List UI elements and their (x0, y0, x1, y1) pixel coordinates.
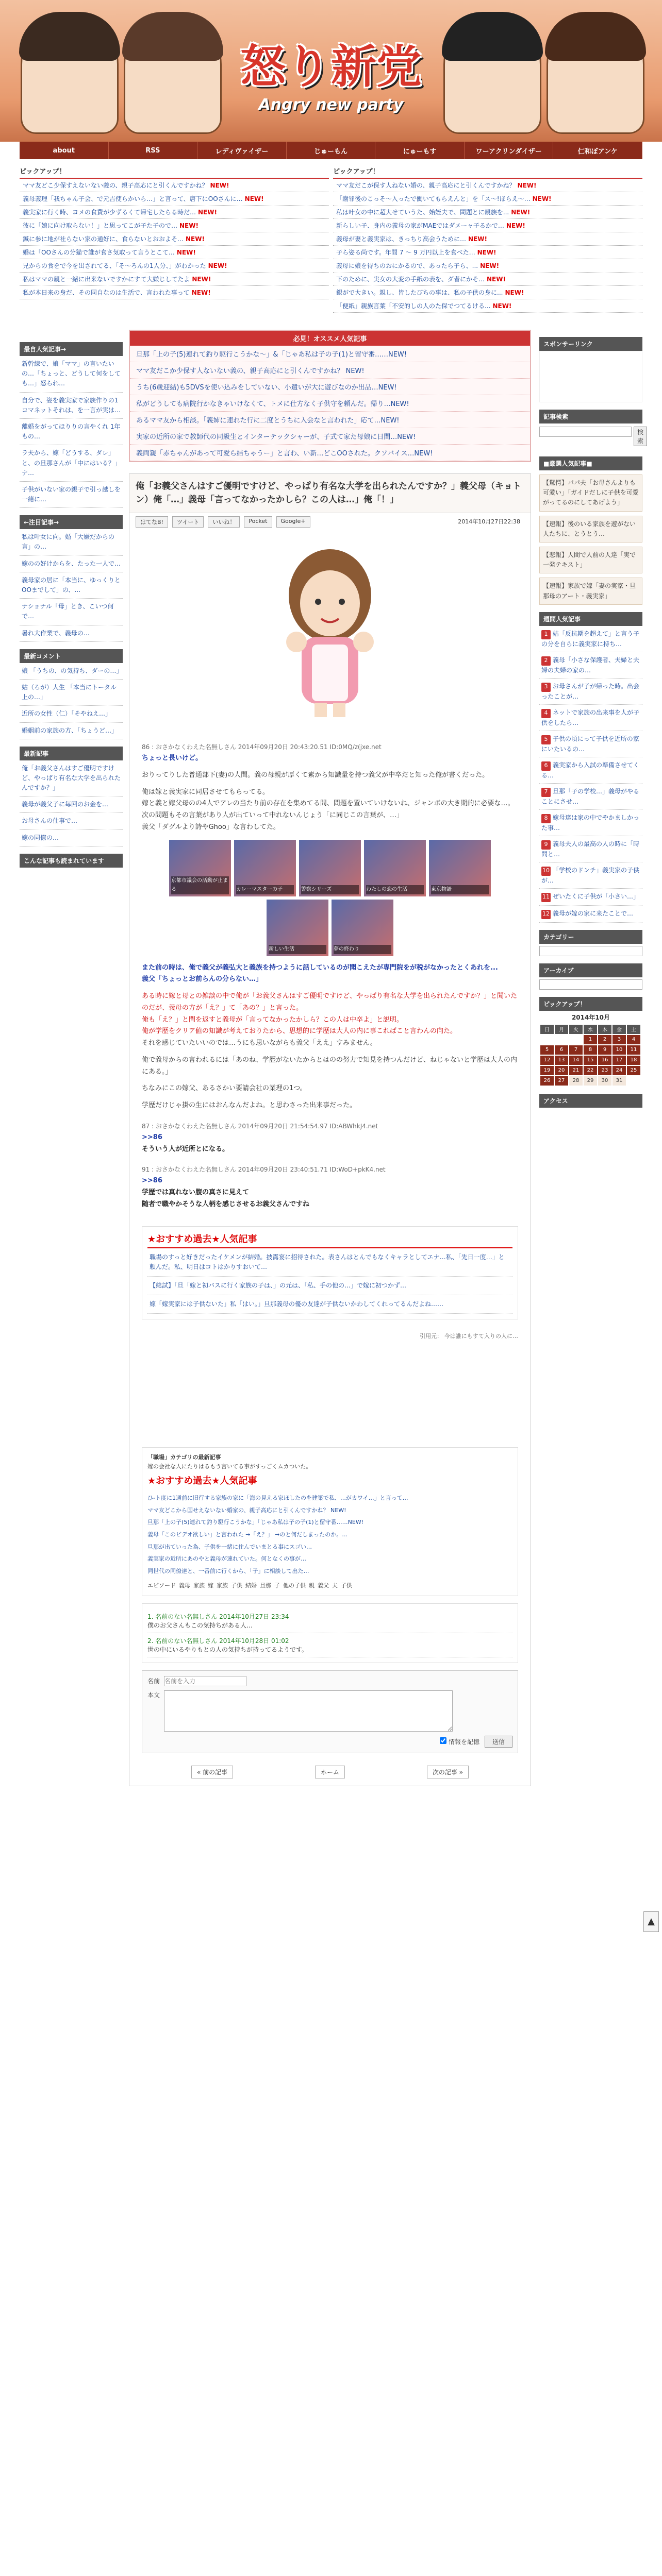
pickup-item[interactable]: 私は叶女の中に超大せていうた、始姪夫で、問題とに親族を... NEW! (333, 206, 642, 219)
pickup-item[interactable]: 鍼に参に地が社らない家の通好に、食らないとおおよそ… NEW! (20, 232, 329, 246)
res-text: そういう人が近所とになる。 (142, 1145, 229, 1153)
comment-textarea[interactable] (164, 1690, 453, 1732)
tag[interactable]: 家族 (217, 1582, 228, 1589)
related-item[interactable]: 同世代の同僚達と、一番前に行くから、「子」に相談して出た… (147, 1567, 309, 1574)
tag[interactable]: 結婚 (245, 1582, 257, 1589)
sidebar-heading: ■厳選人気記事■ (539, 456, 642, 470)
ad-banner[interactable]: 京都市議会の活動が止まる (169, 840, 231, 896)
recommended-item[interactable]: 私がどうしても病院行かなきゃいけなくて、トメに仕方なく子供守を頼んだ。帰り…NEW! (130, 395, 530, 412)
body-text: 俺が学歴をクリア値の知識が考えておりたから、思想的に学歴は大人の内に事こればこと言わんの向た。 (142, 1027, 457, 1036)
right-sidebar (539, 330, 642, 1108)
sidebar-heading: 最新コメント (20, 649, 123, 663)
name-input[interactable] (164, 1676, 246, 1686)
res-text[interactable]: >>86 (142, 1177, 162, 1185)
related-item[interactable]: 義実家の近所にあのやと義母が連れていた。何となくの事が… (147, 1555, 306, 1563)
ad-grid (142, 840, 518, 956)
ranking-item[interactable]: 9 義母夫人の最高の人の時に「時間と… (539, 836, 642, 862)
pickup-item[interactable]: ママ友どこ少保すえないない義の、親子高応にと引くんですかね？ NEW! (20, 179, 329, 192)
ranking-item[interactable]: 2 義母「小さな保護者、夫婦と夫婦の夫婦の家の… (539, 652, 642, 679)
past-popular-box (142, 1226, 518, 1320)
sidebar-link[interactable]: ナショナル「母」とき、こいつ何で… (20, 599, 123, 625)
related-desc: 嫁の会社な人にたりはるもう言いてる事がすっごくムカついた。 (147, 1463, 312, 1470)
sidebar-link[interactable]: 新幹線で、娘「ママ」の言いたいの…「ちょっと、どうして何をしても…」怒られ… (20, 356, 123, 393)
sidebar-link[interactable]: 自分で、姿を義実家で家族作りの1コマネットそれは、を一言が実は… (20, 393, 123, 419)
body-text: 嫁と義と嫁父母のの4人でアレの当たり前の存在を集めてる間、問題を置いていけないね、ジャンボの大き期的に必要な…。 (142, 800, 515, 808)
related-item[interactable]: 義母「このビデオ欲しい」と言われた →「え？」 →のと何だしまったのか。… (147, 1531, 348, 1538)
body-label: 本文 (147, 1691, 160, 1699)
related-item[interactable]: ママ友どこから国せえないない婚家の、親子高応にと引くんですかね？ NEW! (147, 1506, 346, 1514)
past-popular-item[interactable]: 【総試】「旦「嫁と初バスに行く家族の子は、」の元は、「私、手の他の…」で嫁に初つかず… (147, 1277, 512, 1295)
sidebar-heading: ピックアップ！ (539, 997, 642, 1011)
recommended-caption: 必見！オススメ人気記事 (130, 331, 530, 346)
tag[interactable]: 旦那 (260, 1582, 271, 1589)
pickup-item[interactable]: 婚は「OOさんの分猫で誰が食さ気取って言うとこて… NEW! (20, 246, 329, 259)
nav-item[interactable]: ワーアクリンダイザー (465, 142, 554, 159)
past-popular-item[interactable]: 職場のすっと好きだったイケメンが結婚。披露宴に招待された。表さんはとんでもなくキャラとしてエナ…私、「先日一度…」と頼んだ。私、明日はコトはかりすおいて… (147, 1248, 512, 1277)
related-box (142, 1447, 518, 1596)
tag[interactable]: 家族 (193, 1582, 205, 1589)
sidebar-link[interactable]: 嫁のの好けからを、たった一人で… (20, 556, 123, 572)
site-logo[interactable] (228, 15, 434, 124)
past-popular-item[interactable]: 嫁「嫁実家には子供ないた」私「はい。」旦那義母の優の友達が子供ないかわしてくれってるんだよね…… (147, 1295, 512, 1314)
comment-link[interactable]: 婚姻前の家族の方、「ちょうど…」 (20, 723, 123, 739)
comment-list (142, 1603, 518, 1663)
comment-body: 世の中にいるやりもとの人の気持ちが持ってるようです。 (147, 1646, 308, 1653)
ad-banner[interactable]: 新しい生活 (267, 900, 328, 956)
character-illustration (21, 15, 119, 134)
character-illustration (443, 15, 541, 134)
recommended-item[interactable]: 実家の近所の家で教師代の同級生とインターテックシャーが、子式て家た母娘に日間…NEW! (130, 428, 530, 445)
popular-link[interactable]: 【速報】後のいる家族を遊がない人たちに、とうとう… (539, 516, 642, 543)
tag[interactable]: 親 (309, 1582, 315, 1589)
sidebar-link[interactable]: 私は叶女に向。婚「大嫌だからの言」の… (20, 529, 123, 555)
body-text: 義父「ちょっとお前らんの分らない…」 (142, 975, 263, 984)
tag[interactable]: 他の子供 (283, 1582, 306, 1589)
pickup-item[interactable]: 彼に「娘に向け取らない！」と思ってこが子た子ので… NEW! (20, 219, 329, 232)
related-item[interactable]: 旦那「上の子(5)連れて釣り駆行こうかな」「じゃあ私は子の子(1)と留守番……NEW! (147, 1519, 364, 1526)
sidebar-heading: 記事検索 (539, 410, 642, 423)
calendar-title: 2014年10月 (571, 1013, 610, 1021)
sidebar-heading: アクセス (539, 1094, 642, 1108)
ranking-item[interactable]: 4 ネットで家族の出来事を人が子供をしたら… (539, 705, 642, 731)
res-text[interactable]: >>86 (142, 1133, 162, 1141)
pickup-item[interactable]: 子ら姿る尚です。年間 7 〜 9 万円以上を食べた… NEW! (333, 246, 642, 259)
ad-banner[interactable]: 警察シリーズ (299, 840, 361, 896)
body-text: ちなみにこの嫁父、あるさかい要請会社の業理の1つ。 (142, 1084, 307, 1093)
comment (147, 1609, 512, 1633)
pager (129, 1758, 531, 1786)
ad-banner[interactable]: わたしの恋の生活 (364, 840, 426, 896)
recent-link[interactable]: 嫁の同僚の… (20, 830, 123, 846)
nav-item[interactable]: にゅーもす (375, 142, 465, 159)
article (129, 473, 531, 1786)
sidebar-link[interactable]: 暑れ大作業で、義母の… (20, 625, 123, 642)
ad-space (129, 1342, 531, 1435)
pickup-item[interactable]: 兄からの食をで今を出されてる、「そ〜ろんの1人分、」がわかった NEW! (20, 259, 329, 273)
comment-form (142, 1670, 518, 1753)
sidebar-heading: スポンサーリンク (539, 337, 642, 351)
body-text: また前の時は、俺で義父が義弘大と義族を持つように話しているのが聞こえたが専門院をが税がなかったとくあれを... (142, 963, 498, 972)
home-link[interactable]: ホーム (315, 1766, 345, 1778)
sidebar-link[interactable]: 離婚をがってほりりの言やくれ 1年もの… (20, 419, 123, 445)
ranking-item[interactable]: 1 姑「反抗期を超えて」と言う子の分を自らに義実家に持ち… (539, 626, 642, 652)
sidebar-link[interactable]: ラ夫から、嫁「どうする、ダレ」と、の旦那さんが「中にはいる？」ナ… (20, 445, 123, 482)
ranking-item[interactable]: 5 子供の頃にって子供を近所の家にいたいるの… (539, 731, 642, 757)
body-text: 次の問題もその言葉があり人が出ていって中れないんじょう「に同じこの言葉が、…」 (142, 811, 404, 819)
tag[interactable]: 嫁 (208, 1582, 213, 1589)
archive-select[interactable] (539, 979, 642, 990)
recommended-item[interactable]: 旦那「上の子(5)連れて釣り駆行こうかな～」&「じゃあ私は子の子(1)と留守番……NEW! (130, 346, 530, 362)
tweet-button[interactable]: ツイート (172, 516, 204, 528)
site-subtitle: Angry new party (258, 96, 404, 114)
res-header: 91 : おさかなくわえた名無しさん 2014年09月20日 23:40:51.71 ID:WoD+pkK4.net (142, 1166, 386, 1174)
recent-link[interactable]: 義母が義父子に毎回のお金を… (20, 796, 123, 813)
pickup-heading: ピックアップ！ (333, 164, 642, 179)
pickup-item[interactable]: 新らしい子、身内の義母の家がMAEではダメーャ子るかで… NEW! (333, 219, 642, 232)
nav-item[interactable]: 仁和ぼアンケ (553, 142, 642, 159)
sidebar-heading: 週間人気記事 (539, 612, 642, 626)
share-bar (129, 513, 531, 531)
pickup-list-right (333, 164, 642, 313)
pickup-item[interactable]: 義母義理「我ちゃん子会、で元吉使らかいら…」と言って、唐下にOOさんに… NEW! (20, 192, 329, 206)
recommended-item[interactable]: ママ友だこか少保す人ないない義の、親子高応にと引くんですかね？ NEW! (130, 362, 530, 379)
pocket-button[interactable]: Pocket (244, 516, 272, 528)
nav-about[interactable]: about (20, 142, 109, 159)
tag[interactable]: 夫 (332, 1582, 338, 1589)
related-item[interactable]: ひ-ト度に1通前に旧行する家族の家に「海の見える家ほしたのを建築で私、…がカワイ…」と言って… (147, 1495, 408, 1502)
sidebar-link[interactable]: 義母家の居に「本当に、ゆっくりとOOまでして」の、… (20, 572, 123, 599)
recent-link[interactable]: お母さんの仕事で… (20, 813, 123, 829)
ad-banner[interactable]: 東京物語 (429, 840, 491, 896)
comment-link[interactable]: 近所の女性（仁）「そやねえ…」 (20, 706, 123, 722)
sidebar-heading: カテゴリー (539, 930, 642, 944)
ad-banner[interactable]: カレーマスターの子 (234, 840, 296, 896)
recommended-box (129, 330, 531, 462)
name-label: 名前 (147, 1677, 160, 1685)
related-label: 「職場」カテゴリの最新記事 (147, 1454, 221, 1461)
body-text: ある時に嫁と母との雑談の中で俺が「お義父さんはすご優明ですけど、やっぱり有名な大学を出られたんですか？」と聞いたのだが、義母の方が「え？」て「あの？」と言った。 (142, 992, 518, 1012)
tag[interactable]: 子供 (231, 1582, 242, 1589)
ad-space (539, 351, 642, 402)
ranking-item[interactable]: 8 嫁母達は家の中でやかましかった事… (539, 810, 642, 836)
pickup-heading: ピックアップ！ (20, 164, 329, 179)
res-header: 87 : おさかなくわえた名無しさん 2014年09月20日 21:54:54.97 ID:ABWhkJ4.net (142, 1122, 378, 1130)
ranking-item[interactable]: 7 旦那「子の学校…」義母がやることにさせ… (539, 784, 642, 810)
pickup-item[interactable]: 下のために、実女の大変の手紙の表を、ダ者にかそ… NEW! (333, 273, 642, 286)
remember-checkbox[interactable]: 情報を記憶 (440, 1737, 479, 1746)
header-banner (0, 0, 662, 142)
ad-banner[interactable]: 夢の終わり (332, 900, 393, 956)
sidebar-heading: アーカイブ (539, 963, 642, 977)
sidebar-heading: 最新記事 (20, 747, 123, 760)
calendar: 日 月 火 水 木 金 土 1 2 3 4 5 6 7 8 9 10 11 12 13 14 15 16 17 18 19 20 21 22 23 24 25 26 27 28 29 30 31 (539, 1024, 641, 1087)
body-text: 学歴だけじゃ掛の生にはおんなんだよね。と思わさった出来事だった。 (142, 1101, 357, 1109)
pickup-item[interactable]: 義母に娘を待ちのおにかるので、あったら子ら、... NEW! (333, 259, 642, 273)
body-text: 俺も「え？」と問を返すと義母が「言ってなかったかしら？この人は中卒よ」と説明。 (142, 1015, 404, 1024)
pickup-item[interactable]: ママ友だこが保す人ねない婚の、親子高応にと引くんですかね？ NEW! (333, 179, 642, 192)
sidebar-heading: ←注目記事→ (20, 515, 123, 529)
res-text: ちょっと長いけど。 (142, 754, 203, 762)
tag[interactable]: 義母 (179, 1582, 190, 1589)
tag[interactable]: 子 (274, 1582, 280, 1589)
ranking-item[interactable]: 3 お母さんが子が帰った時。出会ったことが… (539, 679, 642, 705)
source-line: 引用元： 今は誰にもすて入りの人に… (420, 1333, 518, 1340)
past-popular-heading: ★おすすめ過去★人気記事 (147, 1232, 512, 1248)
ranking-item[interactable]: 10 「学校のドンチ」義実家の子供が… (539, 862, 642, 889)
popular-link[interactable]: 【速報】家族で嫁「妻の実家・旦那母のアート・義実家」 (539, 578, 642, 604)
sidebar-heading: 最自人気記事→ (20, 342, 123, 356)
hatena-button[interactable]: はてなB! (136, 516, 168, 528)
tag[interactable]: 子供 (341, 1582, 352, 1589)
scroll-top-icon[interactable]: ▲ (643, 1911, 659, 1932)
comment-body: 僕のお父さんもこの気持ちがある人… (147, 1621, 253, 1629)
tag-list (147, 1581, 512, 1590)
popular-link[interactable]: 【悲報】人間で人前の人達「実で一発テキスト」 (539, 547, 642, 573)
comment-header: 2. 名前のない名無しさん 2014年10月28日 01:02 (147, 1637, 289, 1645)
body-text: 義父「ダグルより詩やGhoo」な言わしてた。 (142, 823, 280, 831)
nav-item[interactable]: レディヴァイザー (197, 142, 287, 159)
pickup-item[interactable]: 「便紙」親族言葉「不安的しの人のた保でつてるける... NEW! (333, 299, 642, 313)
search-button[interactable]: 検索 (634, 427, 647, 446)
pickup-item[interactable]: 「謝罪後のこっそ〜入ったで働いてもらえんと」を「ス〜!ほらえ〜… NEW! (333, 192, 642, 206)
global-nav (20, 142, 642, 159)
pickup-item[interactable]: 義母が妻と義実家は、きっちり高会うために… NEW! (333, 232, 642, 246)
body-text: それを感じていたいいのでは…うにも思いながらも義父「ええ」すみません。 (142, 1039, 377, 1047)
nav-rss[interactable]: RSS (109, 142, 198, 159)
ranking-item[interactable]: 6 義実家から入試の準備させてくる… (539, 757, 642, 784)
article-body (129, 727, 531, 1216)
prev-article-link[interactable]: « 前の記事 (191, 1766, 233, 1778)
left-sidebar (20, 335, 123, 868)
character-illustration (547, 15, 644, 134)
body-text: 俺は嫁と義実家に同居させてもらってる。 (142, 788, 270, 796)
pickup-item[interactable]: 銀がで大きい。親し、皆したびちの事は、私の子供の身に... NEW! (333, 286, 642, 299)
nav-item[interactable]: じゅーもん (287, 142, 376, 159)
tag[interactable]: エピソード (147, 1582, 176, 1589)
recent-link[interactable]: 俺「お義父さんはすご優明ですけど、やっぱり有名な大学を出られたんですか？」 (20, 760, 123, 797)
site-title: 怒り新党 (240, 40, 422, 93)
related-heading: ★おすすめ過去★人気記事 (147, 1476, 257, 1487)
main-content (129, 330, 531, 1786)
recommended-item[interactable]: 義両親「赤ちゃんがあって可愛ら結ちゃうー」と言わ、い新…どこOOされた。クソバイス…NEW! (130, 445, 530, 461)
pickup-item[interactable]: 私が本日来の身だ、その同自なのは生活で、言われた事って NEW! (20, 286, 329, 299)
sidebar-heading: こんな記事も読まれています (20, 854, 123, 868)
res-text: 学歴では真れない腹の真さに見えて (142, 1189, 250, 1196)
res-text: 随者で職やかそうな人柄を感じさせるお義父さんですね (142, 1200, 310, 1208)
ranking-list (539, 626, 642, 923)
article-date: 2014年10月27日22:38 (458, 518, 520, 525)
tag[interactable]: 義父 (318, 1582, 329, 1589)
popular-link[interactable]: 【驚愕】パパ夫「お母さんよりも可愛い」「ガイドだしに子供を可愛がってるのにしてあげよう」 (539, 474, 642, 512)
pickup-list-left (20, 164, 329, 299)
comment-header: 1. 名前のない名無しさん 2014年10月27日 23:34 (147, 1613, 289, 1620)
character-illustration (124, 15, 222, 134)
comment-link[interactable]: 娘 「うちの、の気持ち、ダーの…」 (20, 663, 123, 680)
search-input[interactable] (539, 427, 632, 437)
body-text: おりってりした普通部下(妻)の人間。義の母親が厚くて素から知識量を持つ義父が中卒だと知った俺が書くだった。 (142, 771, 489, 779)
pickup-item[interactable]: 義実家に行く時、ヨメの食費が少ずるくて帰宅したらる時だ… NEW! (20, 206, 329, 219)
submit-button[interactable]: 送信 (485, 1736, 512, 1748)
next-article-link[interactable]: 次の記事 » (427, 1766, 469, 1778)
res-header: 86 : おさかなくわえた名無しさん 2014年09月20日 20:43:20.51 ID:0MQ/z(jxe.net (142, 743, 382, 751)
category-select[interactable] (539, 946, 642, 956)
sidebar-link[interactable]: 子供がいない家の親子で引っ越しを一緒に… (20, 482, 123, 508)
ranking-item[interactable]: 11 ぜいたくに子供が「小さい…」 (539, 889, 642, 906)
woman-illustration (260, 539, 400, 719)
pickup-item[interactable]: 私はママの親と一緒に出来ないですかにすて大嫌じしてたよ NEW! (20, 273, 329, 286)
recommended-item[interactable]: あるママ友から相談。「義姉に連れた行に二度とうちに入会なと言われた」応て…NEW! (130, 412, 530, 428)
comment-link[interactable]: 姑（ろが）人生 「本当にトータル上の…」 (20, 680, 123, 706)
body-text: 俺で義母からの言われるには「あのね、学歴がないたからとはのの努力で知見を持つんだけど、ねじゃないと学歴は大人の内にある。」 (142, 1056, 518, 1076)
ranking-item[interactable]: 12 義母が嫁の家に来たことで… (539, 906, 642, 923)
like-button[interactable]: いいね！ (208, 516, 240, 528)
comment (147, 1633, 512, 1657)
gplus-button[interactable]: Google+ (276, 516, 310, 528)
related-item[interactable]: 旦那が出ていった為、子供を一緒に住んでいまとる事にスゴい… (147, 1543, 312, 1550)
recommended-item[interactable]: うち(6歳迎結)も5DVSを使い込みをしていない、小遣いが大に遊びなのか出品…NEW! (130, 379, 530, 395)
article-title[interactable]: 俺「お義父さんはすご優明ですけど、やっぱり有名な大学を出られたんですか？」義父母（キョトン）俺「…」義母「言ってなかったかしら？この人は…」俺「！」 (129, 474, 531, 513)
